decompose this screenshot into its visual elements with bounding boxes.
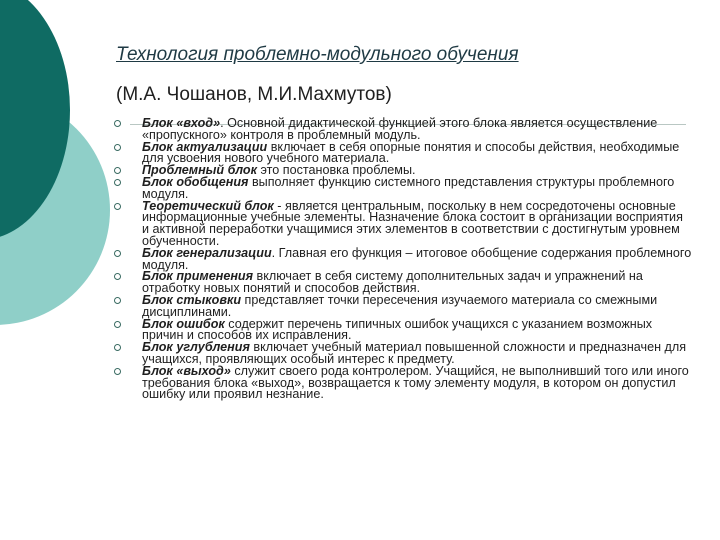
list-item	[112, 292, 692, 319]
item-term: Блок актуализации	[142, 139, 268, 154]
item-text: включает в себя опорные понятия и способы действия, необходимые для усвоения нового учебного материала.	[142, 139, 680, 166]
bullet-icon	[114, 321, 121, 328]
list-item	[112, 174, 692, 201]
bullet-icon	[114, 203, 121, 210]
item-term: Блок генерализации	[142, 245, 272, 260]
list-item	[112, 271, 692, 295]
list-item	[112, 342, 692, 366]
list-item	[112, 118, 692, 142]
decorative-circles	[0, 0, 110, 540]
page-title: Технология проблемно-модульного обучения	[116, 44, 519, 65]
item-text: - является центральным, поскольку в нем сосредоточены основные информационные учебные элементы. Назначение блока состоит в организации восприятия и активной переработки учащимися этих элементов в соответствии с достигнутым уровнем обученности.	[142, 198, 683, 248]
item-text: . Главная его функция – итоговое обобщение содержания проблемного модуля.	[142, 245, 692, 272]
block-list	[112, 118, 692, 401]
item-text: включает в себя систему дополнительных задач и упражнений на отработку новых понятий и способов действия.	[142, 269, 643, 296]
item-term: Блок ошибок	[142, 316, 225, 331]
bullet-icon	[114, 179, 121, 186]
bullet-icon	[114, 167, 121, 174]
item-text: . Основной дидактической функцией этого блока является осуществление «пропускного» контроля в проблемный модуль.	[142, 116, 658, 142]
bullet-icon	[114, 273, 121, 280]
list-item	[112, 363, 692, 402]
item-term: Теоретический блок	[142, 198, 274, 213]
list-item	[112, 245, 692, 272]
page-subtitle: (М.А. Чошанов, М.И.Махмутов)	[116, 84, 392, 105]
item-term: Блок обобщения	[142, 174, 249, 189]
bullet-icon	[114, 297, 121, 304]
list-item	[112, 139, 692, 166]
bullet-icon	[114, 368, 121, 375]
item-text: выполняет функцию системного представления структуры проблемного модуля.	[142, 174, 675, 201]
item-text: представляет точки пересечения изучаемого материала со смежными дисциплинами.	[142, 292, 658, 319]
item-term: Проблемный блок	[142, 163, 257, 178]
list-item	[112, 316, 692, 343]
bullet-icon	[114, 144, 121, 151]
item-term: Блок углубления	[142, 340, 250, 355]
list-item	[112, 198, 692, 248]
item-term: Блок стыковки	[142, 292, 242, 307]
bullet-icon	[114, 120, 121, 127]
bullet-icon	[114, 250, 121, 257]
item-text: это постановка проблемы.	[257, 163, 416, 178]
item-term: Блок «вход»	[142, 116, 221, 130]
item-text: включает учебный материал повышенной сложности и предназначен для учащихся, проявляющих особый интерес к предмету.	[142, 340, 687, 366]
item-term: Блок применения	[142, 269, 254, 284]
item-term: Блок «выход»	[142, 363, 231, 378]
item-text: служит своего рода контролером. Учащийся, не выполнивший того или иного требования блока «выход», возвращается к тому элементу модуля, в котором он допустил ошибку или проявил незнание.	[142, 363, 689, 402]
item-text: содержит перечень типичных ошибок учащихся с указанием возможных причин и способов их исправления.	[142, 316, 653, 343]
bullet-icon	[114, 344, 121, 351]
